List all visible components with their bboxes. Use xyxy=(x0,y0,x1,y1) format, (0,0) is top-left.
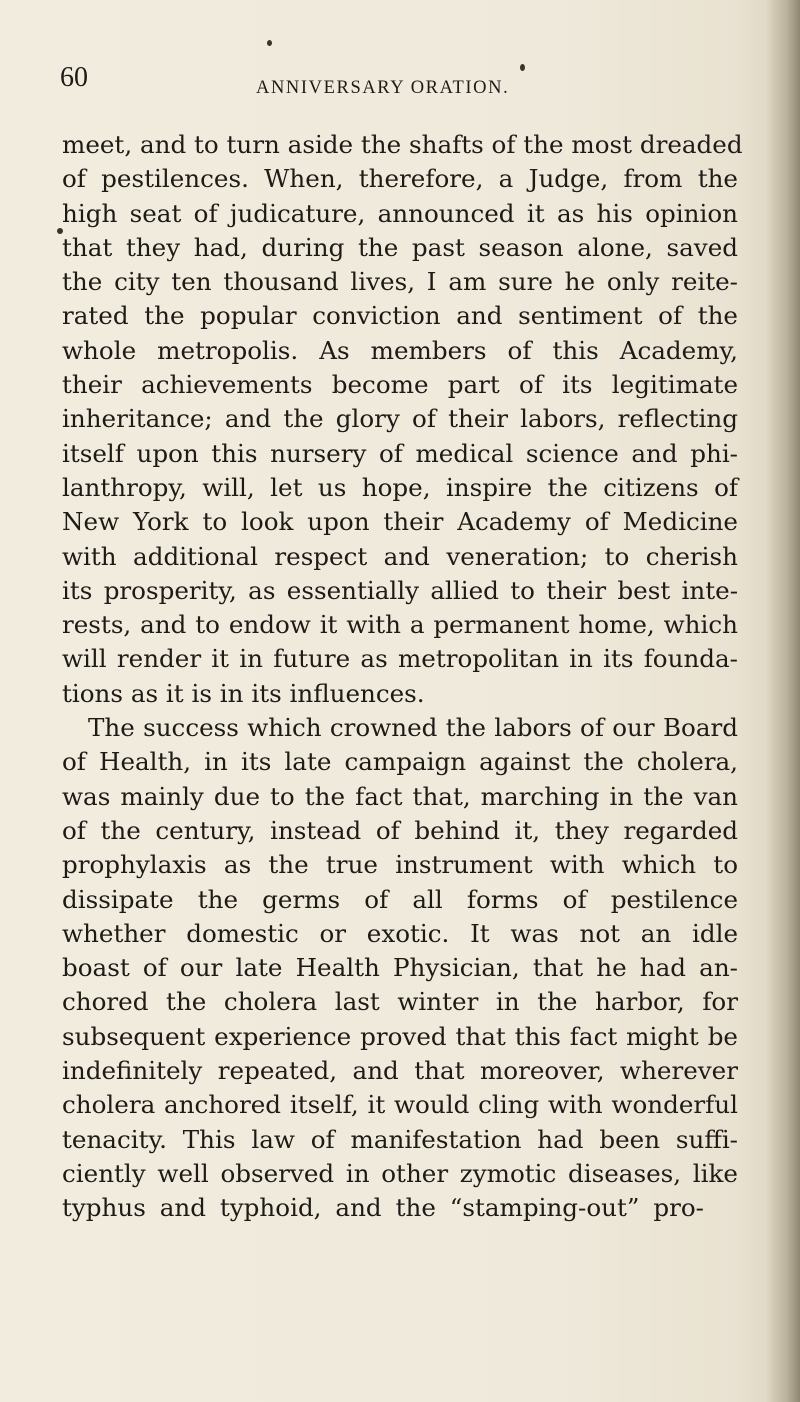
text-line: their achievements become part of its legitimate xyxy=(62,370,738,400)
text-line: high seat of judicature, announced it as his opinion xyxy=(62,198,738,228)
page-header xyxy=(60,58,740,108)
text-line: of the century, instead of behind it, they regarded xyxy=(62,815,738,845)
text-line: meet, and to turn aside the shafts of the most dreaded xyxy=(62,130,743,159)
text-line: chored the cholera last winter in the harbor, for xyxy=(62,987,738,1017)
text-line: rests, and to endow it with a permanent home, which xyxy=(62,610,738,640)
text-line: with additional respect and veneration; to cherish xyxy=(62,541,738,571)
text-line: that they had, during the past season alone, saved xyxy=(62,232,738,262)
text-line: tions as it is in its influences. xyxy=(62,678,425,708)
text-line: the city ten thousand lives, I am sure he only reite- xyxy=(62,267,738,297)
text-line: New York to look upon their Academy of Medicine xyxy=(62,507,738,537)
page-number: 60 xyxy=(60,62,88,93)
text-line: its prosperity, as essentially allied to their best inte- xyxy=(62,575,738,605)
text-line: boast of our late Health Physician, that he had an- xyxy=(62,953,738,983)
text-line: cholera anchored itself, it would cling with wonderful xyxy=(62,1090,738,1120)
text-line: dissipate the germs of all forms of pestilence xyxy=(62,884,738,914)
text-line: typhus and typhoid, and the “stamping-out” pro- xyxy=(62,1193,704,1223)
text-line: subsequent experience proved that this fact might be xyxy=(62,1021,738,1051)
text-line: will render it in future as metropolitan in its founda- xyxy=(62,644,738,674)
text-line: The success which crowned the labors of our Board xyxy=(88,713,738,743)
text-line: of Health, in its late campaign against the cholera, xyxy=(62,747,738,777)
body-text xyxy=(62,128,743,1226)
running-head: ANNIVERSARY ORATION. xyxy=(256,78,510,98)
text-line: lanthropy, will, let us hope, inspire the citizens of xyxy=(62,472,738,502)
text-line: was mainly due to the fact that, marching in the van xyxy=(62,781,738,811)
text-line: rated the popular conviction and sentiment of the xyxy=(62,301,738,331)
page-gutter-shadow xyxy=(766,0,800,1402)
text-line: of pestilences. When, therefore, a Judge, from the xyxy=(62,164,738,194)
text-line: whether domestic or exotic. It was not an idle xyxy=(62,918,738,948)
text-line: tenacity. This law of manifestation had been suffi- xyxy=(62,1124,738,1154)
text-line: inheritance; and the glory of their labors, reflecting xyxy=(62,404,738,434)
text-line: whole metropolis. As members of this Academy, xyxy=(62,335,738,365)
text-line: indefinitely repeated, and that moreover, wherever xyxy=(62,1056,738,1086)
text-line: ciently well observed in other zymotic diseases, like xyxy=(62,1158,738,1188)
ink-speck xyxy=(267,40,272,46)
text-line: prophylaxis as the true instrument with which to xyxy=(62,850,738,880)
text-line: itself upon this nursery of medical science and phi- xyxy=(62,438,738,468)
